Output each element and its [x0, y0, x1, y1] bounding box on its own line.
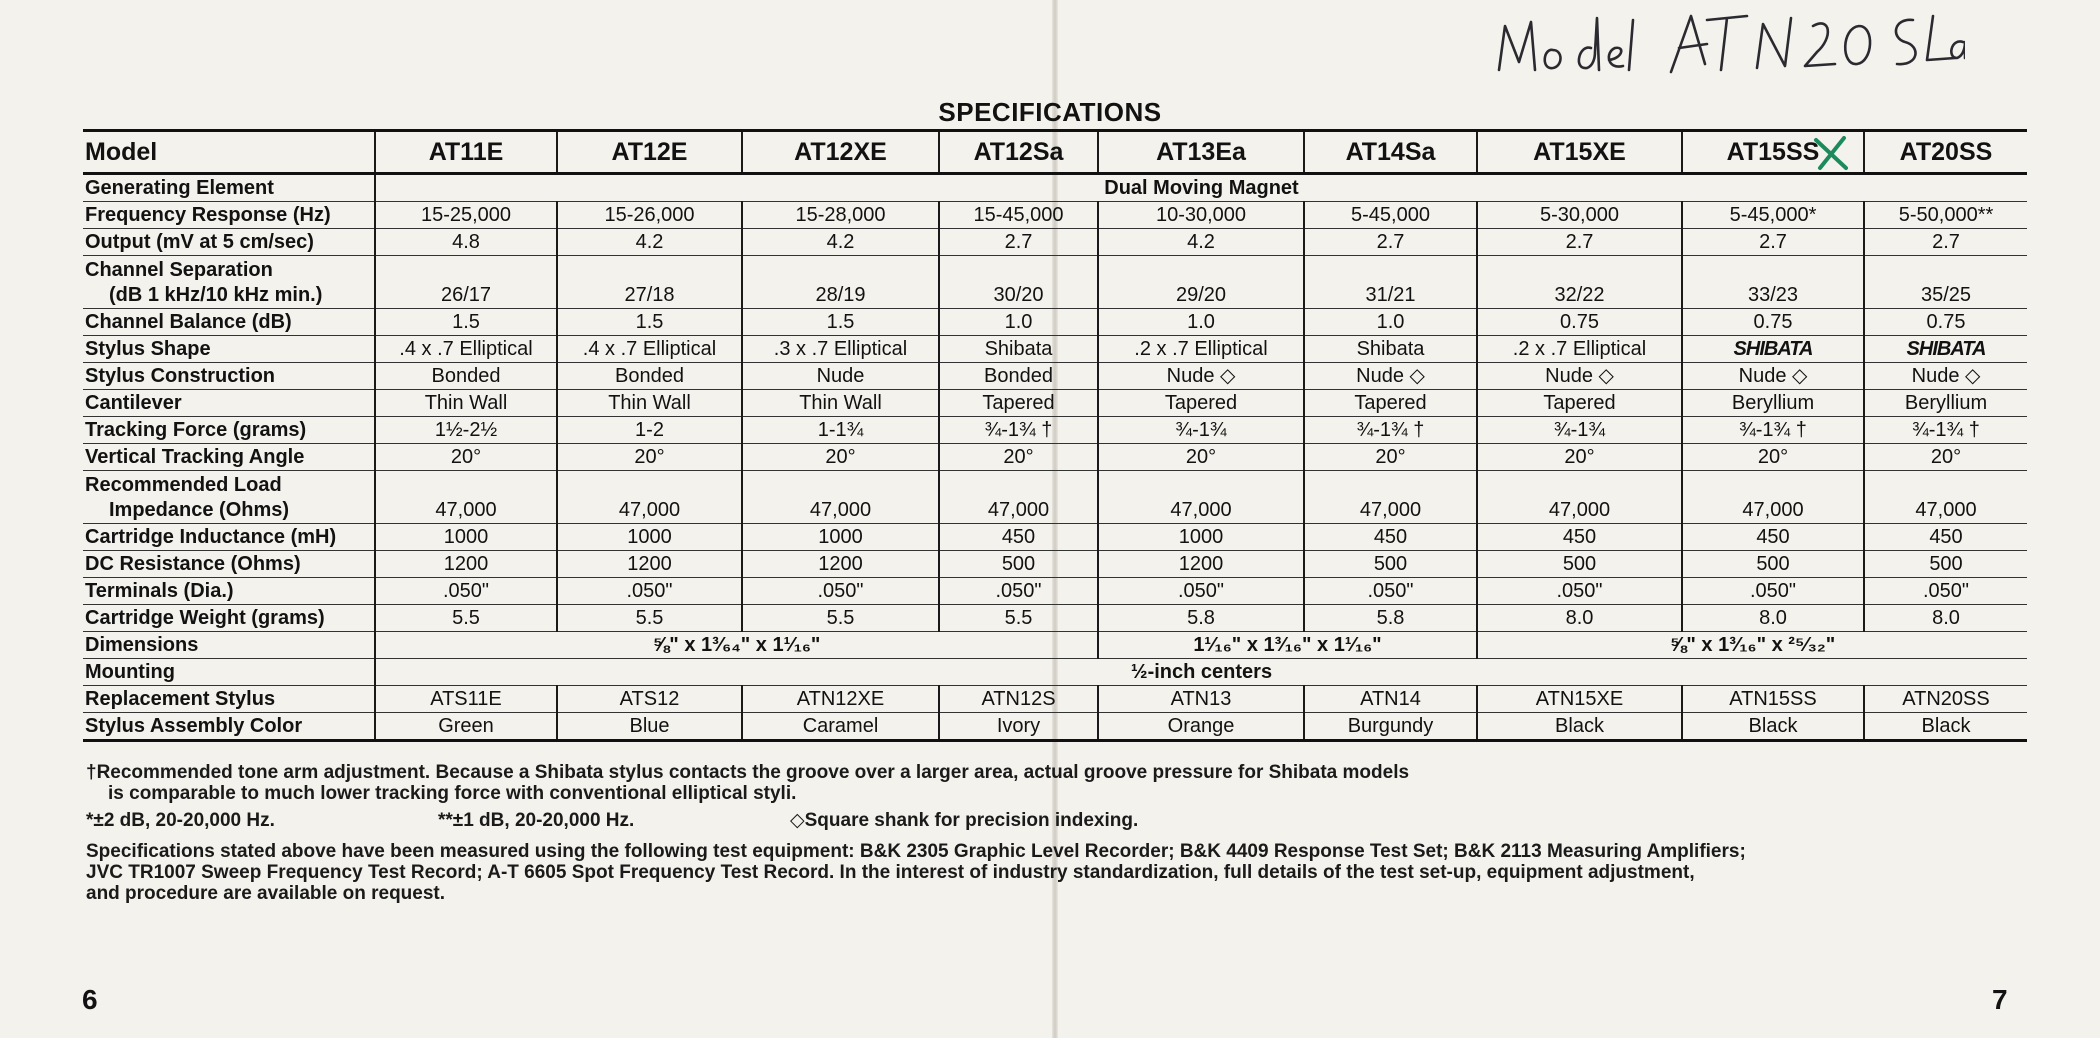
handwritten-model-note	[1495, 8, 1965, 86]
table-cell: 47,000	[1682, 471, 1864, 524]
table-cell: 450	[1682, 524, 1864, 551]
table-cell: 47,000	[1304, 471, 1477, 524]
table-cell: 1200	[557, 551, 742, 578]
table-cell: 47,000	[939, 471, 1098, 524]
table-cell: 15-45,000	[939, 202, 1098, 229]
table-row	[83, 363, 2027, 390]
table-cell: 4.2	[1098, 229, 1304, 256]
table-cell: 29/20	[1098, 256, 1304, 309]
table-cell: 27/18	[557, 256, 742, 309]
table-cell: 2.7	[1477, 229, 1682, 256]
table-row	[83, 417, 2027, 444]
footnote-symbols	[86, 810, 2026, 831]
table-cell: 500	[939, 551, 1098, 578]
table-cell: Nude ◇	[1304, 363, 1477, 390]
row-label: Generating Element	[83, 174, 375, 202]
table-row	[83, 256, 2027, 309]
table-row	[83, 444, 2027, 471]
table-cell: 5.5	[742, 605, 939, 632]
footnote-diamond: ◇Square shank for precision indexing.	[790, 810, 1139, 831]
table-cell: ½-inch centers	[375, 659, 2027, 686]
table-header-row	[83, 131, 2027, 174]
row-label: Cartridge Inductance (mH)	[83, 524, 375, 551]
table-cell: 1.5	[742, 309, 939, 336]
table-cell: 20°	[742, 444, 939, 471]
table-cell: ATN20SS	[1864, 686, 2027, 713]
table-cell: 47,000	[742, 471, 939, 524]
table-cell: Bonded	[939, 363, 1098, 390]
row-label: Stylus Construction	[83, 363, 375, 390]
table-cell: 1-2	[557, 417, 742, 444]
table-cell: .4 x .7 Elliptical	[557, 336, 742, 363]
table-cell: ATN12S	[939, 686, 1098, 713]
table-cell: 500	[1304, 551, 1477, 578]
table-cell: 1.5	[557, 309, 742, 336]
row-label: Terminals (Dia.)	[83, 578, 375, 605]
table-cell: .050"	[742, 578, 939, 605]
table-cell: 1-1¾	[742, 417, 939, 444]
table-cell: 4.2	[742, 229, 939, 256]
table-cell: ¾-1¾ †	[939, 417, 1098, 444]
footnote-spec-line: and procedure are available on request.	[86, 883, 446, 904]
row-label: Tracking Force (grams)	[83, 417, 375, 444]
table-row	[83, 202, 2027, 229]
table-cell: 500	[1682, 551, 1864, 578]
footnote-single-star: *±2 dB, 20-20,000 Hz.	[86, 810, 275, 831]
table-cell: 28/19	[742, 256, 939, 309]
page-number-right: 7	[1992, 984, 2008, 1015]
table-cell: Orange	[1098, 713, 1304, 741]
table-cell: 1.0	[1304, 309, 1477, 336]
model-header-cell: AT12Sa	[939, 131, 1098, 174]
table-cell: Tapered	[1304, 390, 1477, 417]
table-cell: 20°	[1864, 444, 2027, 471]
table-cell: 15-25,000	[375, 202, 557, 229]
table-cell: ATN13	[1098, 686, 1304, 713]
table-row	[83, 229, 2027, 256]
specifications-title: SPECIFICATIONS	[938, 97, 1162, 127]
table-cell: 0.75	[1682, 309, 1864, 336]
table-cell: .050"	[939, 578, 1098, 605]
model-header-cell: AT15SS	[1682, 131, 1864, 174]
table-cell: 2.7	[1682, 229, 1864, 256]
table-cell: 5.8	[1304, 605, 1477, 632]
model-header-cell: AT11E	[375, 131, 557, 174]
footnote-spec-line: JVC TR1007 Sweep Frequency Test Record; A-T 6605 Spot Frequency Test Record. In the interest of industry standardization, full details of the test set-up, equipment adjustment,	[86, 862, 1695, 883]
table-cell: 1200	[1098, 551, 1304, 578]
table-cell: 5.5	[375, 605, 557, 632]
table-row	[83, 524, 2027, 551]
table-cell: 1000	[557, 524, 742, 551]
table-cell: Nude ◇	[1098, 363, 1304, 390]
table-cell: 35/25	[1864, 256, 2027, 309]
row-label	[83, 471, 375, 524]
table-cell: ¾-1¾ †	[1864, 417, 2027, 444]
table-row	[83, 309, 2027, 336]
table-cell: Shibata	[1304, 336, 1477, 363]
table-cell: 5-45,000	[1304, 202, 1477, 229]
table-cell: Dual Moving Magnet	[375, 174, 2027, 202]
table-cell: 450	[939, 524, 1098, 551]
table-cell: 30/20	[939, 256, 1098, 309]
table-cell: 5.5	[939, 605, 1098, 632]
table-cell: Nude ◇	[1682, 363, 1864, 390]
table-cell: 1¹⁄₁₆" x 1³⁄₁₆" x 1¹⁄₁₆"	[1098, 632, 1477, 659]
table-cell: ATS11E	[375, 686, 557, 713]
table-cell: Thin Wall	[557, 390, 742, 417]
model-header-cell: AT20SS	[1864, 131, 2027, 174]
table-cell: 1200	[742, 551, 939, 578]
footnote-dagger-cont: is comparable to much lower tracking force with conventional elliptical styli.	[108, 783, 797, 804]
table-cell: 32/22	[1477, 256, 1682, 309]
row-label: Cantilever	[83, 390, 375, 417]
table-row	[83, 713, 2027, 741]
table-cell: 31/21	[1304, 256, 1477, 309]
specifications-table	[83, 129, 2027, 742]
table-cell: .050"	[1477, 578, 1682, 605]
row-label: Vertical Tracking Angle	[83, 444, 375, 471]
row-label: Stylus Shape	[83, 336, 375, 363]
table-cell: 26/17	[375, 256, 557, 309]
table-cell: 1.5	[375, 309, 557, 336]
table-cell: Thin Wall	[375, 390, 557, 417]
row-label-line: Channel Separation	[85, 259, 273, 281]
table-cell: Tapered	[939, 390, 1098, 417]
footnote-test-equipment	[86, 841, 2026, 904]
model-header-cell: AT15XE	[1477, 131, 1682, 174]
table-cell: Black	[1864, 713, 2027, 741]
table-row	[83, 551, 2027, 578]
row-label	[83, 256, 375, 309]
page-number-left: 6	[82, 984, 98, 1015]
table-cell: ATN12XE	[742, 686, 939, 713]
table-cell: 5.5	[557, 605, 742, 632]
table-cell: 47,000	[1864, 471, 2027, 524]
table-row	[83, 471, 2027, 524]
table-cell: 500	[1864, 551, 2027, 578]
table-cell: ATN15XE	[1477, 686, 1682, 713]
table-cell: 1000	[375, 524, 557, 551]
model-header: Model	[83, 131, 375, 174]
table-row	[83, 659, 2027, 686]
table-cell: Caramel	[742, 713, 939, 741]
table-cell: 20°	[939, 444, 1098, 471]
model-header-cell: AT13Ea	[1098, 131, 1304, 174]
table-cell: 47,000	[1098, 471, 1304, 524]
table-cell: ⅝" x 1³⁄₆₄" x 1¹⁄₁₆"	[375, 632, 1098, 659]
shibata-logo: SHIBATA	[1864, 336, 2027, 363]
table-cell: 20°	[1682, 444, 1864, 471]
table-cell: 15-28,000	[742, 202, 939, 229]
footnotes	[86, 762, 2026, 904]
table-cell: ¾-1¾ †	[1304, 417, 1477, 444]
table-cell: Tapered	[1477, 390, 1682, 417]
shibata-logo: SHIBATA	[1682, 336, 1864, 363]
table-cell: 1000	[742, 524, 939, 551]
table-cell: 2.7	[1304, 229, 1477, 256]
table-cell: Burgundy	[1304, 713, 1477, 741]
table-cell: .050"	[1304, 578, 1477, 605]
row-label: Channel Balance (dB)	[83, 309, 375, 336]
table-cell: Beryllium	[1864, 390, 2027, 417]
table-cell: 1000	[1098, 524, 1304, 551]
row-label-line: Impedance (Ohms)	[109, 499, 290, 521]
table-cell: 8.0	[1477, 605, 1682, 632]
table-cell: 1.0	[939, 309, 1098, 336]
row-label: Mounting	[83, 659, 375, 686]
model-header-cell: AT12E	[557, 131, 742, 174]
table-cell: 5-50,000**	[1864, 202, 2027, 229]
row-label: Replacement Stylus	[83, 686, 375, 713]
table-cell: Beryllium	[1682, 390, 1864, 417]
table-cell: Black	[1477, 713, 1682, 741]
table-cell: 2.7	[1864, 229, 2027, 256]
table-cell: ⅝" x 1³⁄₁₆" x ²⁵⁄₃₂"	[1477, 632, 2027, 659]
table-cell: 450	[1864, 524, 2027, 551]
table-cell: Bonded	[375, 363, 557, 390]
table-cell: 4.8	[375, 229, 557, 256]
table-cell: Ivory	[939, 713, 1098, 741]
table-cell: Nude ◇	[1477, 363, 1682, 390]
table-cell: 1½-2½	[375, 417, 557, 444]
table-cell: 20°	[557, 444, 742, 471]
table-cell: ATN14	[1304, 686, 1477, 713]
table-row	[83, 605, 2027, 632]
table-cell: 20°	[1304, 444, 1477, 471]
table-cell: Green	[375, 713, 557, 741]
table-row	[83, 632, 2027, 659]
table-cell: 33/23	[1682, 256, 1864, 309]
table-cell: .050"	[557, 578, 742, 605]
table-row	[83, 578, 2027, 605]
footnote-dagger: †Recommended tone arm adjustment. Because a Shibata stylus contacts the groove over a larger area, actual groove pressure for Shibata models	[86, 762, 1410, 783]
table-cell: 5.8	[1098, 605, 1304, 632]
table-cell: 4.2	[557, 229, 742, 256]
table-cell: 10-30,000	[1098, 202, 1304, 229]
table-cell: ¾-1¾	[1477, 417, 1682, 444]
row-label: Dimensions	[83, 632, 375, 659]
table-cell: 20°	[375, 444, 557, 471]
table-row	[83, 336, 2027, 363]
table-row	[83, 174, 2027, 202]
table-cell: Blue	[557, 713, 742, 741]
model-header-cell: AT12XE	[742, 131, 939, 174]
table-cell: ATN15SS	[1682, 686, 1864, 713]
row-label: Cartridge Weight (grams)	[83, 605, 375, 632]
table-cell: Nude ◇	[1864, 363, 2027, 390]
table-cell: Thin Wall	[742, 390, 939, 417]
row-label: Output (mV at 5 cm/sec)	[83, 229, 375, 256]
table-cell: 0.75	[1864, 309, 2027, 336]
table-cell: 47,000	[1477, 471, 1682, 524]
table-row	[83, 686, 2027, 713]
table-cell: Bonded	[557, 363, 742, 390]
table-cell: ¾-1¾ †	[1682, 417, 1864, 444]
table-cell: 5-30,000	[1477, 202, 1682, 229]
table-cell: .4 x .7 Elliptical	[375, 336, 557, 363]
table-cell: 47,000	[557, 471, 742, 524]
table-cell: Shibata	[939, 336, 1098, 363]
table-cell: .050"	[1098, 578, 1304, 605]
table-cell: 2.7	[939, 229, 1098, 256]
table-cell: 450	[1304, 524, 1477, 551]
table-cell: .050"	[1864, 578, 2027, 605]
row-label: Stylus Assembly Color	[83, 713, 375, 741]
table-cell: 1200	[375, 551, 557, 578]
row-label: Frequency Response (Hz)	[83, 202, 375, 229]
table-cell: 8.0	[1682, 605, 1864, 632]
table-cell: .050"	[1682, 578, 1864, 605]
table-cell: 5-45,000*	[1682, 202, 1864, 229]
table-row	[83, 390, 2027, 417]
row-label-line: (dB 1 kHz/10 kHz min.)	[109, 284, 323, 306]
table-cell: 1.0	[1098, 309, 1304, 336]
table-cell: Tapered	[1098, 390, 1304, 417]
table-cell: Nude	[742, 363, 939, 390]
table-cell: Black	[1682, 713, 1864, 741]
table-cell: .3 x .7 Elliptical	[742, 336, 939, 363]
table-cell: 0.75	[1477, 309, 1682, 336]
table-cell: 15-26,000	[557, 202, 742, 229]
table-cell: 47,000	[375, 471, 557, 524]
model-header-cell: AT14Sa	[1304, 131, 1477, 174]
table-cell: ATS12	[557, 686, 742, 713]
footnote-spec-line: Specifications stated above have been measured using the following test equipment: B&K 2305 Graphic Level Recorder; B&K 4409 Response Test Set; B&K 2113 Measuring Amplifiers;	[86, 841, 1746, 862]
table-cell: .2 x .7 Elliptical	[1477, 336, 1682, 363]
table-cell: 500	[1477, 551, 1682, 578]
footnote-double-star: **±1 dB, 20-20,000 Hz.	[438, 810, 635, 831]
table-cell: 450	[1477, 524, 1682, 551]
table-cell: 20°	[1098, 444, 1304, 471]
table-cell: .050"	[375, 578, 557, 605]
row-label: DC Resistance (Ohms)	[83, 551, 375, 578]
table-cell: ¾-1¾	[1098, 417, 1304, 444]
table-cell: 8.0	[1864, 605, 2027, 632]
green-x-mark-icon	[1812, 136, 1852, 172]
table-cell: .2 x .7 Elliptical	[1098, 336, 1304, 363]
table-cell: 20°	[1477, 444, 1682, 471]
row-label-line: Recommended Load	[85, 474, 282, 496]
